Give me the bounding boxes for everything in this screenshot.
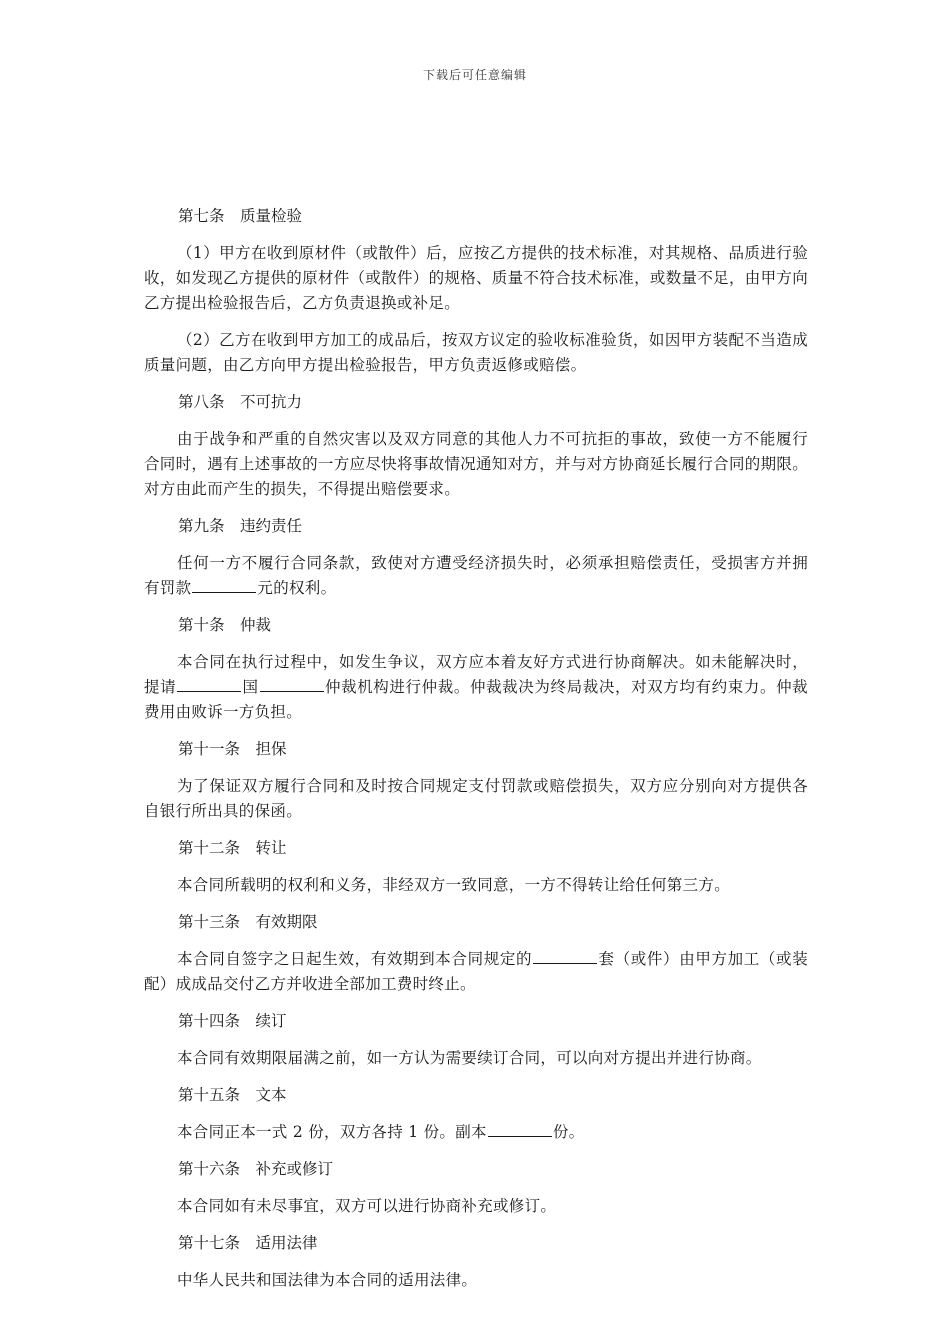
article-10-text-part-1: 本合同在执行过程中，如发生争议，双方应本着友好方式进行协商解决。如未能解决时，提请: [144, 653, 808, 696]
article-14-text: 本合同有效期限届满之前，如一方认为需要续订合同，可以向对方提出并进行协商。: [177, 1049, 762, 1067]
product-quantity-blank: [533, 947, 597, 964]
article-13-text-part-2: 套（或件）由甲方加工（或装配）成成品交付乙方并收进全部加工费时终止。: [144, 950, 808, 993]
arbitration-country-blank: [177, 675, 241, 692]
article-16-text: 本合同如有未尽事宜，双方可以进行协商补充或修订。: [177, 1197, 557, 1215]
article-12-text: 本合同所载明的权利和义务，非经双方一致同意，一方不得转让给任何第三方。: [177, 876, 731, 894]
contract-body: [144, 204, 808, 1305]
penalty-amount-blank: [192, 576, 256, 593]
article-8-title: 第八条 不可抗力: [178, 393, 303, 411]
article-15-text-part-2: 份。: [552, 1123, 585, 1141]
copies-count-blank: [488, 1120, 552, 1137]
article-9-text: [144, 551, 808, 601]
article-7-clause-2: （2）乙方在收到甲方加工的成品后，按双方议定的验收标准验货，如因甲方装配不当造成质量问题，由乙方向甲方提出检验报告，甲方负责返修或赔偿。: [144, 331, 808, 374]
article-15-text: [144, 1120, 808, 1145]
article-10-title: 第十条 仲裁: [178, 616, 272, 634]
article-10-text-part-2: 国: [242, 678, 259, 696]
article-11-text: 为了保证双方履行合同和及时按合同规定支付罚款或赔偿损失，双方应分别向对方提供各自银行所出具的保函。: [144, 777, 808, 820]
article-9-text-part-2: 元的权利。: [257, 579, 337, 597]
article-13-text: [144, 947, 808, 997]
article-9-title: 第九条 违约责任: [178, 517, 303, 535]
article-12-title: 第十二条 转让: [178, 839, 287, 857]
arbitration-body-blank: [260, 675, 324, 692]
page-header-note: 下载后可任意编辑: [422, 68, 527, 82]
article-10-text: [144, 650, 808, 725]
article-7-title: 第七条 质量检验: [178, 207, 303, 225]
article-14-title: 第十四条 续订: [178, 1012, 287, 1030]
article-16-title: 第十六条 补充或修订: [178, 1160, 334, 1178]
article-17-text: 中华人民共和国法律为本合同的适用法律。: [177, 1271, 478, 1289]
article-13-text-part-1: 本合同自签字之日起生效，有效期到本合同规定的: [177, 950, 533, 968]
article-15-text-part-1: 本合同正本一式 2 份，双方各持 1 份。副本: [177, 1123, 487, 1141]
article-9-text-part-1: 任何一方不履行合同条款，致使对方遭受经济损失时，必须承担赔偿责任，受损害方并拥有罚款: [144, 554, 808, 597]
article-13-title: 第十三条 有效期限: [178, 913, 318, 931]
article-15-title: 第十五条 文本: [178, 1086, 287, 1104]
article-10-text-part-3: 仲裁机构进行仲裁。仲裁裁决为终局裁决，对双方均有约束力。仲裁费用由败诉一方负担。: [144, 678, 808, 721]
article-8-text: 由于战争和严重的自然灾害以及双方同意的其他人力不可抗拒的事故，致使一方不能履行合同时，遇有上述事故的一方应尽快将事故情况通知对方，并与对方协商延长履行合同的期限。对方由此而产生的损失，不得提出赔偿要求。: [144, 430, 808, 498]
article-17-title: 第十七条 适用法律: [178, 1234, 318, 1252]
article-11-title: 第十一条 担保: [178, 740, 287, 758]
article-7-clause-1: （1）甲方在收到原材件（或散件）后，应按乙方提供的技术标准，对其规格、品质进行验收，如发现乙方提供的原材件（或散件）的规格、质量不符合技术标准，或数量不足，由甲方向乙方提出检验报告后，乙方负责退换或补足。: [144, 244, 808, 312]
